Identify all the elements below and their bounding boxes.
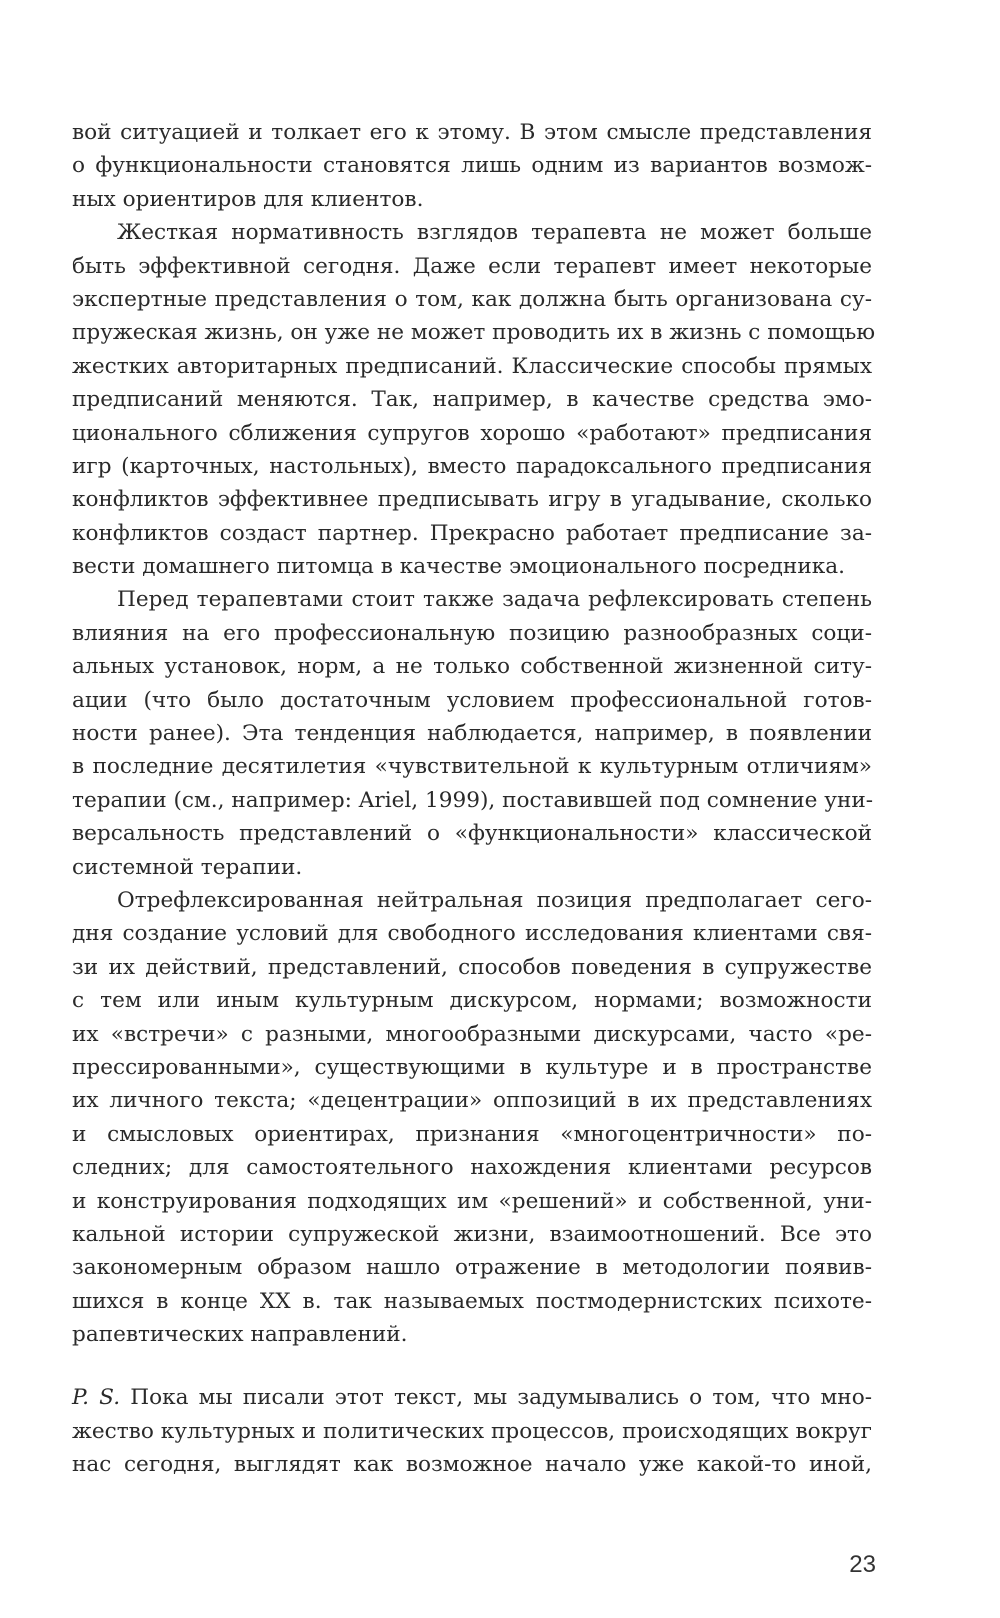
page-number: 23 [849, 1551, 876, 1578]
text-line: и конструирования подходящих им «решений» и собственной, уни- [72, 1188, 872, 1214]
text-line: ности ранее). Эта тенденция наблюдается, например, в появлении [72, 721, 872, 747]
text-line: игр (карточных, настольных), вместо парадоксального предписания [72, 453, 872, 479]
text-line: их «встречи» с разными, многообразными дискурсами, часто «ре- [72, 1021, 872, 1047]
text-line: конфликтов создаст партнер. Прекрасно работает предписание за- [72, 520, 872, 546]
text-line: и смысловых ориентирах, признания «многоцентричности» по- [72, 1121, 872, 1147]
text-line: предписаний меняются. Так, например, в качестве средства эмо- [72, 387, 872, 413]
paragraph-2 [72, 216, 876, 583]
postscript-text: Пока мы писали этот текст, мы задумывались о том, что мно- [120, 1385, 872, 1411]
text-line: закономерным образом нашло отражение в методологии появив- [72, 1255, 872, 1281]
text-line: Отрефлексированная нейтральная позиция предполагает сего- [117, 887, 872, 913]
postscript [72, 1381, 872, 1481]
text-line: версальность представлений о «функциональности» классической [72, 821, 872, 847]
postscript-label: P. S. [72, 1385, 121, 1411]
text-line: конфликтов эффективнее предписывать игру в угадывание, сколько [72, 487, 872, 513]
text-line: шихся в конце XX в. так называемых постмодернистских психоте- [72, 1288, 872, 1314]
text-line: жестких авторитарных предписаний. Классические способы прямых [72, 353, 872, 379]
text-line: ных ориентиров для клиентов. [72, 186, 424, 212]
text-line: терапии (см., например: Ariel, 1999), поставившей под сомнение уни- [72, 787, 874, 813]
text-line: вой ситуацией и толкает его к этому. В этом смысле представления [72, 120, 872, 145]
text-line: альных установок, норм, а не только собственной жизненной ситу- [72, 654, 872, 680]
text-line: экспертные представления о том, как должна быть организована су- [72, 286, 872, 312]
paragraph-1 [72, 116, 872, 216]
paragraph-3 [72, 583, 872, 884]
text-line: в последние десятилетия «чувствительной к культурным отличиям» [72, 754, 872, 780]
text-line: ционального сближения супругов хорошо «работают» предписания [72, 420, 872, 446]
text-line: о функциональности становятся лишь одним из вариантов возмож- [72, 153, 872, 179]
postscript-first-line [72, 1381, 872, 1414]
text-line: пружеская жизнь, он уже не может проводить их в жизнь с помощью [72, 320, 876, 346]
text-line: следних; для самостоятельного нахождения клиентами ресурсов [72, 1155, 872, 1181]
text-line: жество культурных и политических процессов, происходящих вокруг [72, 1418, 872, 1444]
text-line: нас сегодня, выглядят как возможное начало уже какой-то иной, [72, 1452, 872, 1478]
text-line: их личного текста; «децентрации» оппозиций в их представлениях [72, 1088, 872, 1114]
text-line: зи их действий, представлений, способов поведения в супружестве [72, 954, 872, 980]
text-line: влияния на его профессиональную позицию разнообразных соци- [72, 620, 872, 646]
text-line: рапевтических направлений. [72, 1322, 408, 1348]
text-line: дня создание условий для свободного исследования клиентами свя- [72, 921, 872, 947]
text-line: вести домашнего питомца в качестве эмоционального посредника. [72, 554, 845, 580]
text-line: Жесткая нормативность взглядов терапевта не может больше [117, 220, 872, 246]
text-line: с тем или иным культурным дискурсом, нормами; возможности [72, 988, 872, 1014]
text-line: прессированными», существующими в культуре и в пространстве [72, 1054, 872, 1080]
section-gap [72, 1351, 872, 1381]
text-line: Перед терапевтами стоит также задача рефлексировать степень [117, 587, 872, 613]
paragraph-4 [72, 884, 872, 1351]
text-line: системной терапии. [72, 854, 303, 880]
text-line: быть эффективной сегодня. Даже если терапевт имеет некоторые [72, 253, 872, 279]
page-text [72, 116, 876, 1482]
text-line: кальной истории супружеской жизни, взаимоотношений. Все это [72, 1221, 872, 1247]
text-line: ации (что было достаточным условием профессиональной готов- [72, 687, 872, 713]
